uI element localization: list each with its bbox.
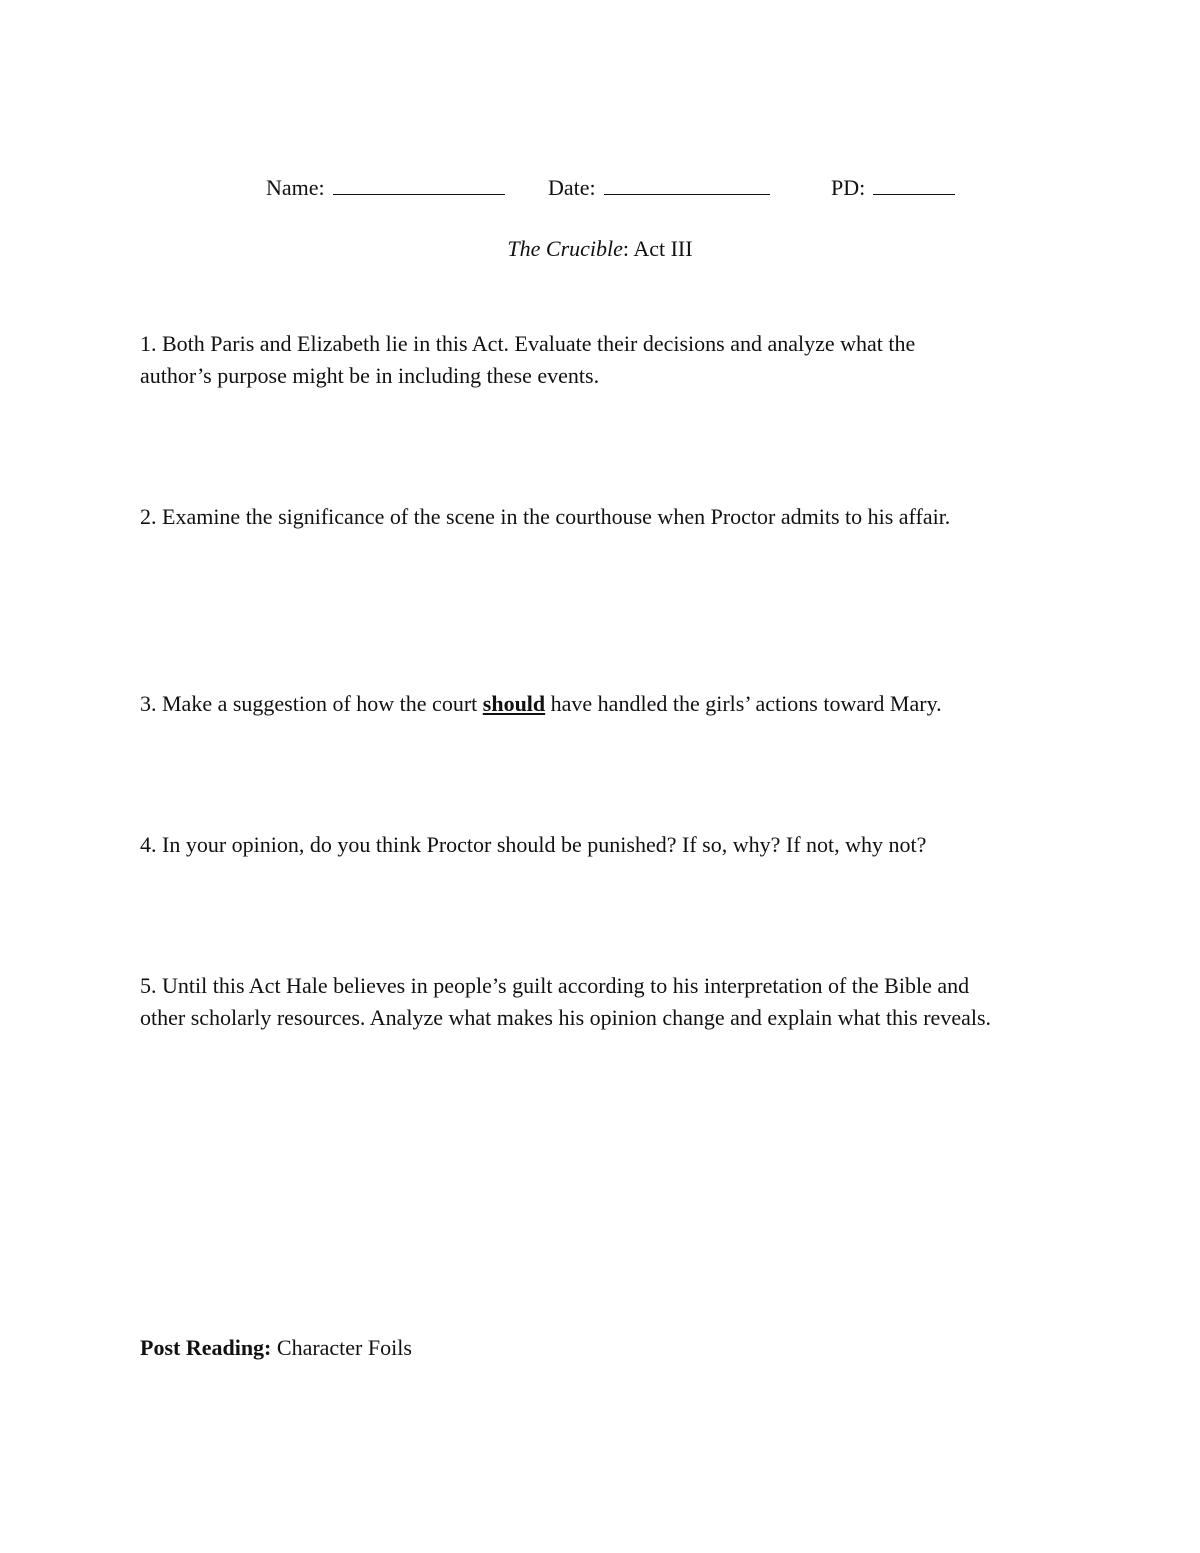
date-label: Date: xyxy=(548,175,596,200)
question-1-line-2: author’s purpose might be in including these events. xyxy=(140,363,600,388)
question-3 xyxy=(140,688,1080,720)
name-field[interactable] xyxy=(255,140,505,204)
post-reading-text: Character Foils xyxy=(271,1335,412,1360)
question-1 xyxy=(140,328,1080,392)
title-rest: : Act III xyxy=(622,236,693,261)
date-blank[interactable] xyxy=(604,172,770,195)
question-3-emphasis: should xyxy=(482,691,546,716)
pd-field[interactable] xyxy=(820,140,955,204)
question-1-line-1: 1. Both Paris and Elizabeth lie in this Act. Evaluate their decisions and analyze what the xyxy=(140,331,916,356)
question-5-line-2: other scholarly resources. Analyze what makes his opinion change and explain what this reveals. xyxy=(140,1005,992,1030)
question-2 xyxy=(140,501,1080,533)
pd-blank[interactable] xyxy=(873,172,955,195)
question-2-line-1: 2. Examine the significance of the scene in the courthouse when Proctor admits to his affair. xyxy=(140,504,951,529)
post-reading-label: Post Reading: xyxy=(140,1335,272,1360)
question-5 xyxy=(140,970,1080,1034)
question-3-after: have handled the girls’ actions toward Mary. xyxy=(545,691,942,716)
question-5-line-1: 5. Until this Act Hale believes in people’s guilt according to his interpretation of the Bible and xyxy=(140,973,970,998)
name-blank[interactable] xyxy=(333,172,505,195)
page-title xyxy=(0,233,1200,265)
question-4-line-1: 4. In your opinion, do you think Proctor should be punished? If so, why? If not, why not? xyxy=(140,832,927,857)
question-4 xyxy=(140,829,1080,861)
date-field[interactable] xyxy=(537,140,770,204)
name-label: Name: xyxy=(266,175,325,200)
question-3-before: 3. Make a suggestion of how the court xyxy=(140,691,483,716)
pd-label: PD: xyxy=(831,175,866,200)
title-work: The Crucible xyxy=(507,236,623,261)
post-reading xyxy=(140,1332,412,1364)
